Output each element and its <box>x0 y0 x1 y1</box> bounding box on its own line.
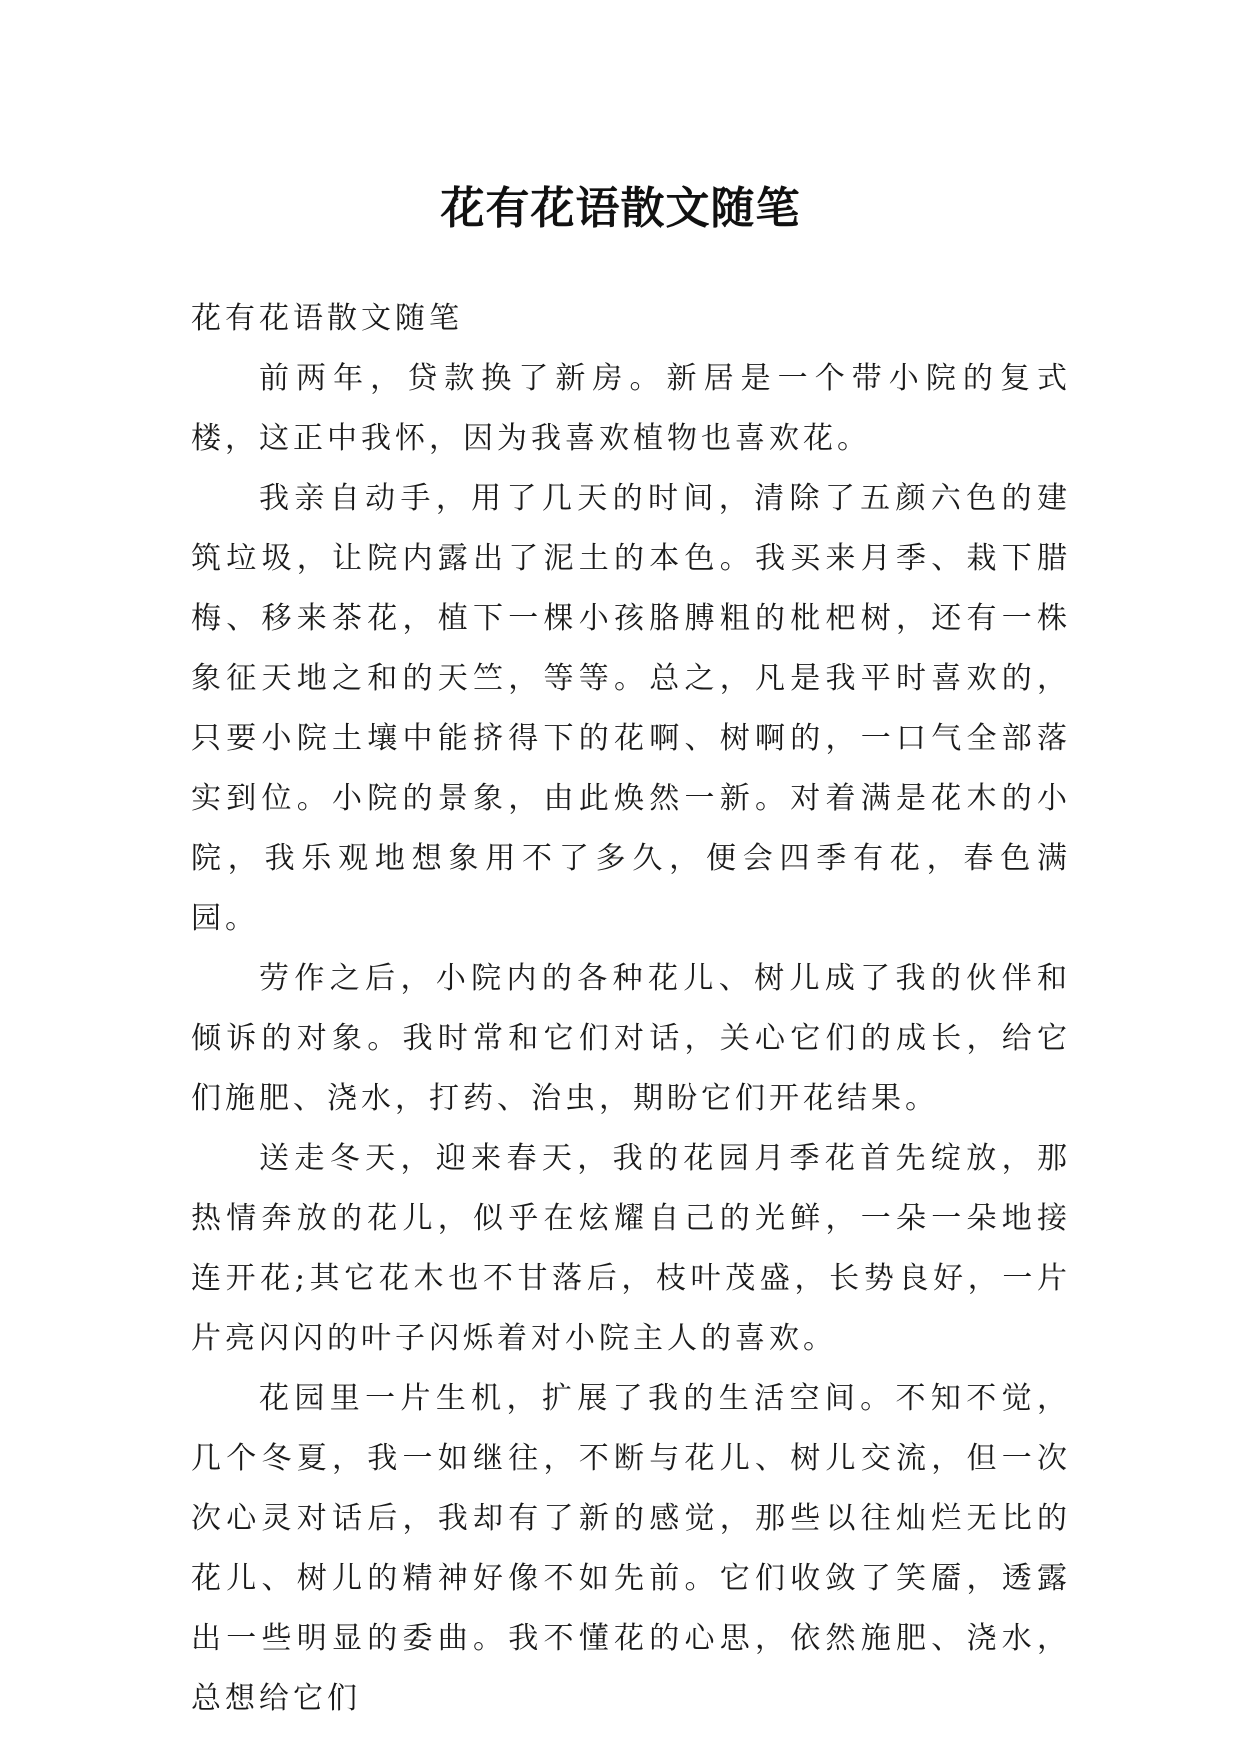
paragraph: 劳作之后，小院内的各种花儿、树儿成了我的伙伴和倾诉的对象。我时常和它们对话，关心它们的成长，给它们施肥、浇水，打药、治虫，期盼它们开花结果。 <box>191 961 1071 1116</box>
document-subtitle: 花有花语散文随笔 <box>191 301 463 336</box>
document-title: 花有花语散文随笔 <box>440 183 801 235</box>
paragraph: 我亲自动手，用了几天的时间，清除了五颜六色的建筑垃圾，让院内露出了泥土的本色。我买来月季、栽下腊梅、移来茶花，植下一棵小孩胳膊粗的枇杷树，还有一株象征天地之和的天竺，等等。总之，凡是我平时喜欢的，只要小院土壤中能挤得下的花啊、树啊的，一口气全部落实到位。小院的景象，由此焕然一新。对着满是花木的小院，我乐观地想象用不了多久，便会四季有花，春色满园。 <box>191 481 1071 936</box>
paragraph: 花园里一片生机，扩展了我的生活空间。不知不觉，几个冬夏，我一如继往，不断与花儿、树儿交流，但一次次心灵对话后，我却有了新的感觉，那些以往灿烂无比的花儿、树儿的精神好像不如先前。它们收敛了笑靥，透露出一些明显的委曲。我不懂花的心思，依然施肥、浇水，总想给它们 <box>191 1381 1071 1716</box>
paragraph: 前两年，贷款换了新房。新居是一个带小院的复式楼，这正中我怀，因为我喜欢植物也喜欢花。 <box>191 361 1071 456</box>
paragraph: 送走冬天，迎来春天，我的花园月季花首先绽放，那热情奔放的花儿，似乎在炫耀自己的光鲜，一朵一朵地接连开花;其它花木也不甘落后，枝叶茂盛，长势良好，一片片亮闪闪的叶子闪烁着对小院主人的喜欢。 <box>191 1141 1071 1356</box>
document-body <box>191 289 1071 1729</box>
